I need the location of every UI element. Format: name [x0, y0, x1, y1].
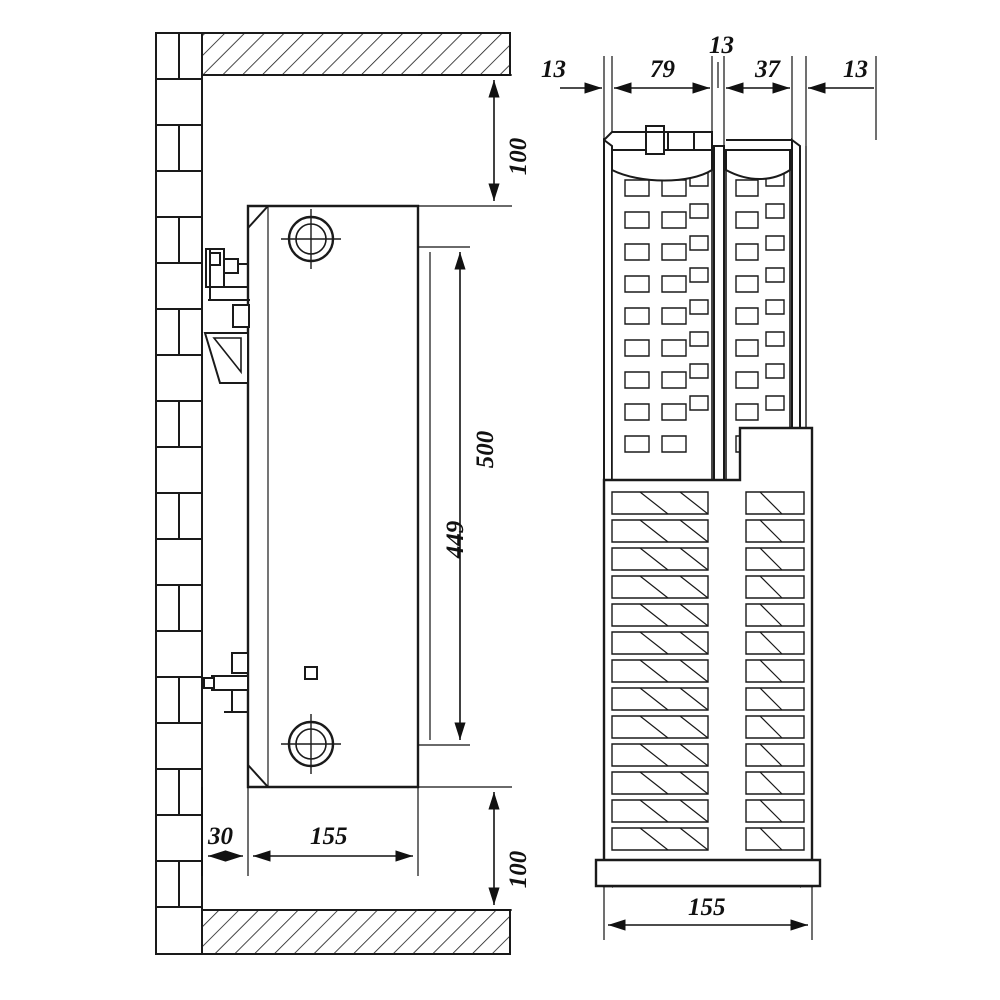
top-header-cap	[604, 126, 792, 181]
top-valve-assembly	[206, 249, 250, 327]
convector-fins-upper	[612, 150, 712, 480]
wall-bracket	[205, 333, 248, 383]
side-view-group	[156, 33, 512, 954]
dim-depth-side: 155	[310, 823, 348, 850]
dim-top-clearance: 100	[504, 137, 532, 176]
ceiling-slab	[200, 33, 510, 75]
radiator-side-body	[248, 206, 418, 787]
dim-thickness-right: 13	[843, 56, 868, 83]
dim-depth-front: 155	[688, 894, 726, 921]
dim-thickness-mid: 13	[709, 32, 734, 59]
front-section-group	[560, 56, 876, 940]
dim-bottom-clearance: 100	[504, 850, 532, 889]
brick-wall	[156, 33, 202, 954]
dim-wall-offset: 30	[208, 823, 233, 850]
dim-inner-height: 449	[441, 520, 469, 559]
dim-panel-height: 500	[471, 430, 499, 469]
dim-fin-width: 37	[755, 56, 780, 83]
floor-slab	[200, 910, 510, 954]
dim-gap-width: 79	[650, 56, 675, 83]
front-grille-cover	[596, 428, 820, 886]
dim-thickness-left: 13	[541, 56, 566, 83]
bottom-pipe-connection	[204, 653, 248, 712]
center-mark	[305, 667, 317, 679]
